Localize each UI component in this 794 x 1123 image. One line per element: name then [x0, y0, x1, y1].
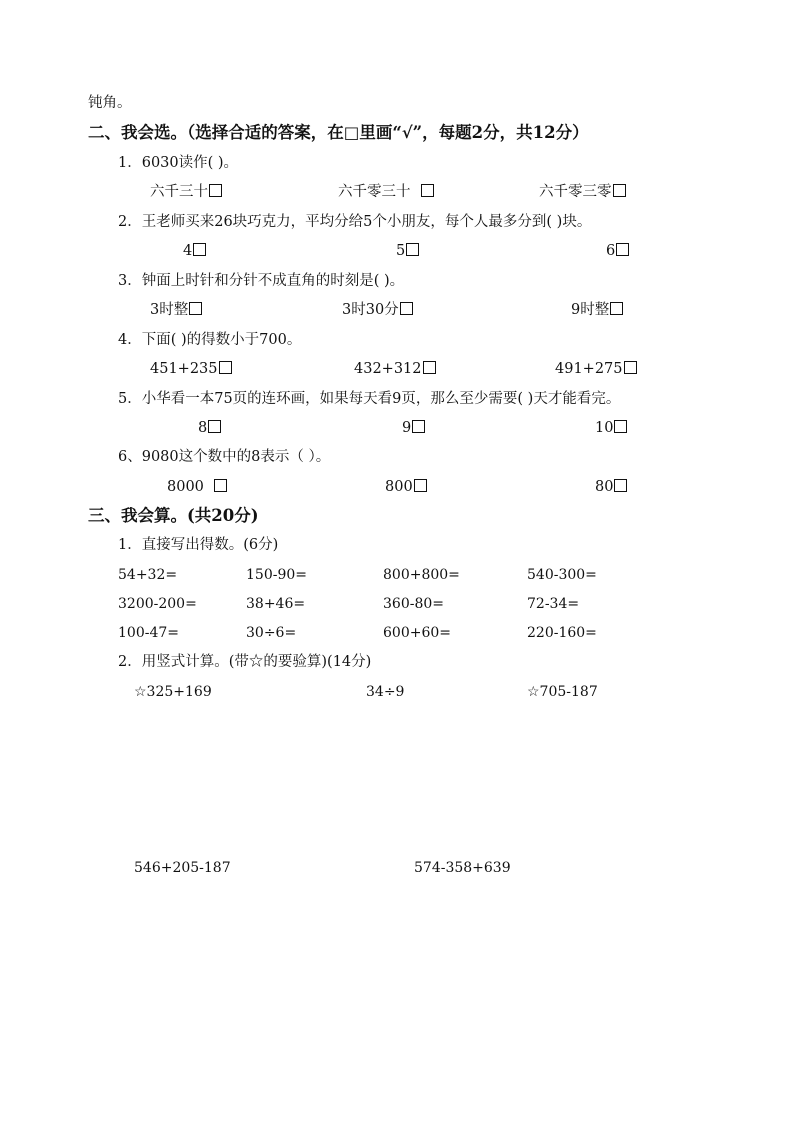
- checkbox-icon[interactable]: [412, 420, 425, 433]
- oral-expr: 540-300=: [527, 567, 597, 583]
- option-label: 451+235: [150, 361, 218, 377]
- q5-option-a[interactable]: [198, 418, 221, 438]
- option-label: 六千零三零: [539, 184, 612, 200]
- checkbox-icon[interactable]: [614, 479, 627, 492]
- checkbox-icon[interactable]: [189, 302, 202, 315]
- option-label: 432+312: [354, 361, 422, 377]
- section2-heading: 二、我会选。（选择合适的答案，在□里画“√”，每题2分，共12分）: [88, 123, 589, 142]
- question-2: 2．王老师买来26块巧克力，平均分给5个小朋友，每个人最多分到( )块。: [118, 214, 592, 230]
- checkbox-icon[interactable]: [214, 479, 227, 492]
- checkbox-icon[interactable]: [414, 479, 427, 492]
- question-6: 6、9080这个数中的8表示（ ）。: [118, 449, 331, 465]
- oral-expr: 72-34=: [527, 596, 580, 612]
- vertical-problem: 574-358+639: [414, 860, 511, 876]
- oral-expr: 150-90=: [246, 567, 307, 583]
- oral-expr: 220-160=: [527, 625, 597, 641]
- checkbox-icon[interactable]: [406, 243, 419, 256]
- checkbox-icon[interactable]: [423, 361, 436, 374]
- part1-title: 1．直接写出得数。(6分): [118, 537, 279, 553]
- oral-expr: 800+800=: [383, 567, 460, 583]
- vertical-problem: ☆705-187: [527, 684, 598, 700]
- question-4: 4．下面( )的得数小于700。: [118, 332, 302, 348]
- option-label: 4: [183, 243, 193, 259]
- section3-heading: 三、我会算。(共20分): [88, 506, 259, 525]
- q5-option-b[interactable]: [402, 418, 425, 438]
- q5-option-c[interactable]: [595, 418, 627, 438]
- q1-option-a[interactable]: [150, 182, 222, 202]
- q6-option-a[interactable]: [167, 477, 227, 497]
- q4-option-c[interactable]: [555, 359, 637, 379]
- checkbox-icon[interactable]: [614, 420, 627, 433]
- option-label: 3时整: [150, 302, 189, 318]
- checkbox-icon[interactable]: [193, 243, 206, 256]
- checkbox-icon[interactable]: [208, 420, 221, 433]
- vertical-problem: 546+205-187: [134, 860, 231, 876]
- checkbox-icon[interactable]: [610, 302, 623, 315]
- q6-option-b[interactable]: [385, 477, 427, 497]
- q2-option-b[interactable]: [396, 241, 419, 261]
- oral-expr: 600+60=: [383, 625, 451, 641]
- checkbox-icon[interactable]: [219, 361, 232, 374]
- option-label: 六千三十: [150, 184, 208, 200]
- oral-expr: 38+46=: [246, 596, 306, 612]
- q1-option-b[interactable]: [338, 182, 434, 202]
- checkbox-icon[interactable]: [624, 361, 637, 374]
- option-label: 800: [385, 479, 413, 495]
- q3-option-c[interactable]: [571, 300, 623, 320]
- option-label: 9: [402, 420, 412, 436]
- option-label: 6: [606, 243, 616, 259]
- option-label: 3时30分: [342, 302, 399, 318]
- option-label: 491+275: [555, 361, 623, 377]
- question-1: 1．6030读作( )。: [118, 155, 239, 171]
- part2-title: 2．用竖式计算。(带☆的要验算)(14分): [118, 654, 372, 670]
- checkbox-icon[interactable]: [400, 302, 413, 315]
- oral-expr: 54+32=: [118, 567, 178, 583]
- option-label: 80: [595, 479, 614, 495]
- vertical-problem: ☆325+169: [134, 684, 212, 700]
- option-label: 六千零三十: [338, 184, 411, 200]
- option-label: 9时整: [571, 302, 610, 318]
- q6-option-c[interactable]: [595, 477, 627, 497]
- q1-option-c[interactable]: [539, 182, 626, 202]
- option-label: 8000: [167, 479, 204, 495]
- option-label: 8: [198, 420, 208, 436]
- q3-option-b[interactable]: [342, 300, 413, 320]
- checkbox-icon[interactable]: [421, 184, 434, 197]
- oral-expr: 360-80=: [383, 596, 444, 612]
- oral-expr: 3200-200=: [118, 596, 197, 612]
- vertical-problem: 34÷9: [366, 684, 405, 700]
- oral-expr: 30÷6=: [246, 625, 297, 641]
- checkbox-icon[interactable]: [209, 184, 222, 197]
- question-3: 3．钟面上时针和分针不成直角的时刻是( )。: [118, 273, 405, 289]
- checkbox-icon[interactable]: [616, 243, 629, 256]
- option-label: 10: [595, 420, 614, 436]
- q4-option-b[interactable]: [354, 359, 436, 379]
- intro-fragment: 钝角。: [88, 95, 132, 111]
- q2-option-a[interactable]: [183, 241, 206, 261]
- q4-option-a[interactable]: [150, 359, 232, 379]
- oral-expr: 100-47=: [118, 625, 179, 641]
- checkbox-icon[interactable]: [613, 184, 626, 197]
- q2-option-c[interactable]: [606, 241, 629, 261]
- question-5: 5．小华看一本75页的连环画，如果每天看9页，那么至少需要( )天才能看完。: [118, 391, 621, 407]
- q3-option-a[interactable]: [150, 300, 202, 320]
- option-label: 5: [396, 243, 406, 259]
